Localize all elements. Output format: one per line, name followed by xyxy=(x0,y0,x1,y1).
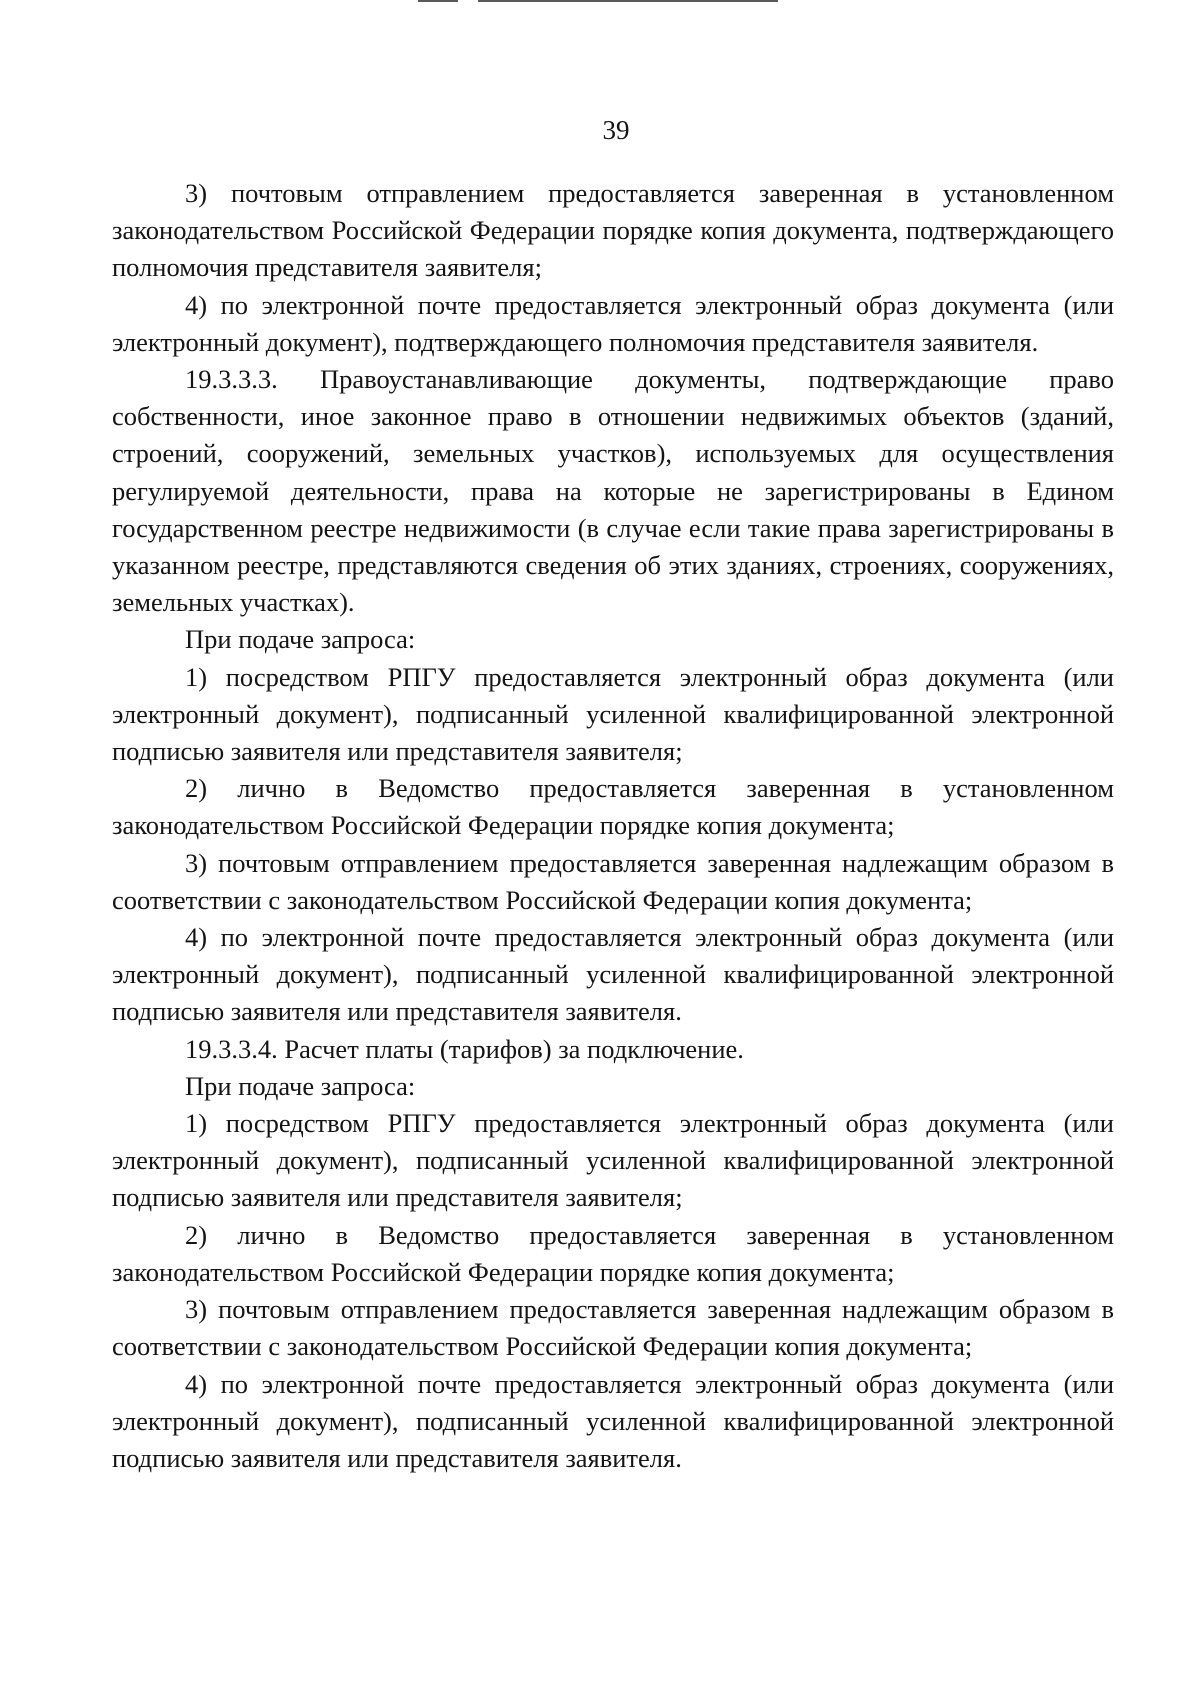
scan-edge-line xyxy=(478,0,778,2)
paragraph: 19.3.3.4. Расчет платы (тарифов) за подключение. xyxy=(185,1033,744,1064)
paragraph: 3) почтовым отправлением предоставляется заверенная надлежащим образом в соответствии с законодательством Российской Федерации копия документа; xyxy=(112,847,1114,915)
paragraph: При подаче запроса: xyxy=(185,1070,416,1101)
paragraph: 4) по электронной почте предоставляется электронный образ документа (или электронный документ), подписанный усиленной квалифицированной электронной подписью заявителя или представителя заявителя. xyxy=(112,922,1114,1027)
paragraph: 4) по электронной почте предоставляется электронный образ документа (или электронный документ), подтверждающего полномочия представителя заявителя. xyxy=(112,289,1114,357)
paragraph: 2) лично в Ведомство предоставляется заверенная в установленном законодательством Российской Федерации порядке копия документа; xyxy=(112,773,1114,841)
paragraph: 4) по электронной почте предоставляется электронный образ документа (или электронный документ), подписанный усиленной квалифицированной электронной подписью заявителя или представителя заявителя. xyxy=(112,1368,1114,1473)
page-number: 39 xyxy=(602,115,630,145)
paragraph: 3) почтовым отправлением предоставляется заверенная надлежащим образом в соответствии с законодательством Российской Федерации копия документа; xyxy=(112,1294,1114,1362)
paragraph: 2) лично в Ведомство предоставляется заверенная в установленном законодательством Российской Федерации порядке копия документа; xyxy=(112,1219,1114,1287)
paragraph: 19.3.3.3. Правоустанавливающие документы, подтверждающие право собственности, иное законное право в отношении недвижимых объектов (зданий, строений, сооружений, земельных участков), используемых для осуществления регулируемой деятельности, права на которые не зарегистрированы в Едином государственном реестре недвижимости (в случае если такие права зарегистрированы в указанном реестре, представляются сведения об этих зданиях, строениях, сооружениях, земельных участках). xyxy=(112,364,1114,618)
document-body xyxy=(112,175,1114,1477)
paragraph: При подаче запроса: xyxy=(185,624,416,655)
paragraph: 1) посредством РПГУ предоставляется электронный образ документа (или электронный документ), подписанный усиленной квалифицированной электронной подписью заявителя или представителя заявителя; xyxy=(112,1108,1114,1213)
scan-edge-line xyxy=(418,0,458,2)
paragraph: 1) посредством РПГУ предоставляется электронный образ документа (или электронный документ), подписанный усиленной квалифицированной электронной подписью заявителя или представителя заявителя; xyxy=(112,661,1114,767)
paragraph: 3) почтовым отправлением предоставляется заверенная в установленном законодательством Российской Федерации порядке копия документа, подтверждающего полномочия представителя заявителя; xyxy=(112,178,1114,283)
